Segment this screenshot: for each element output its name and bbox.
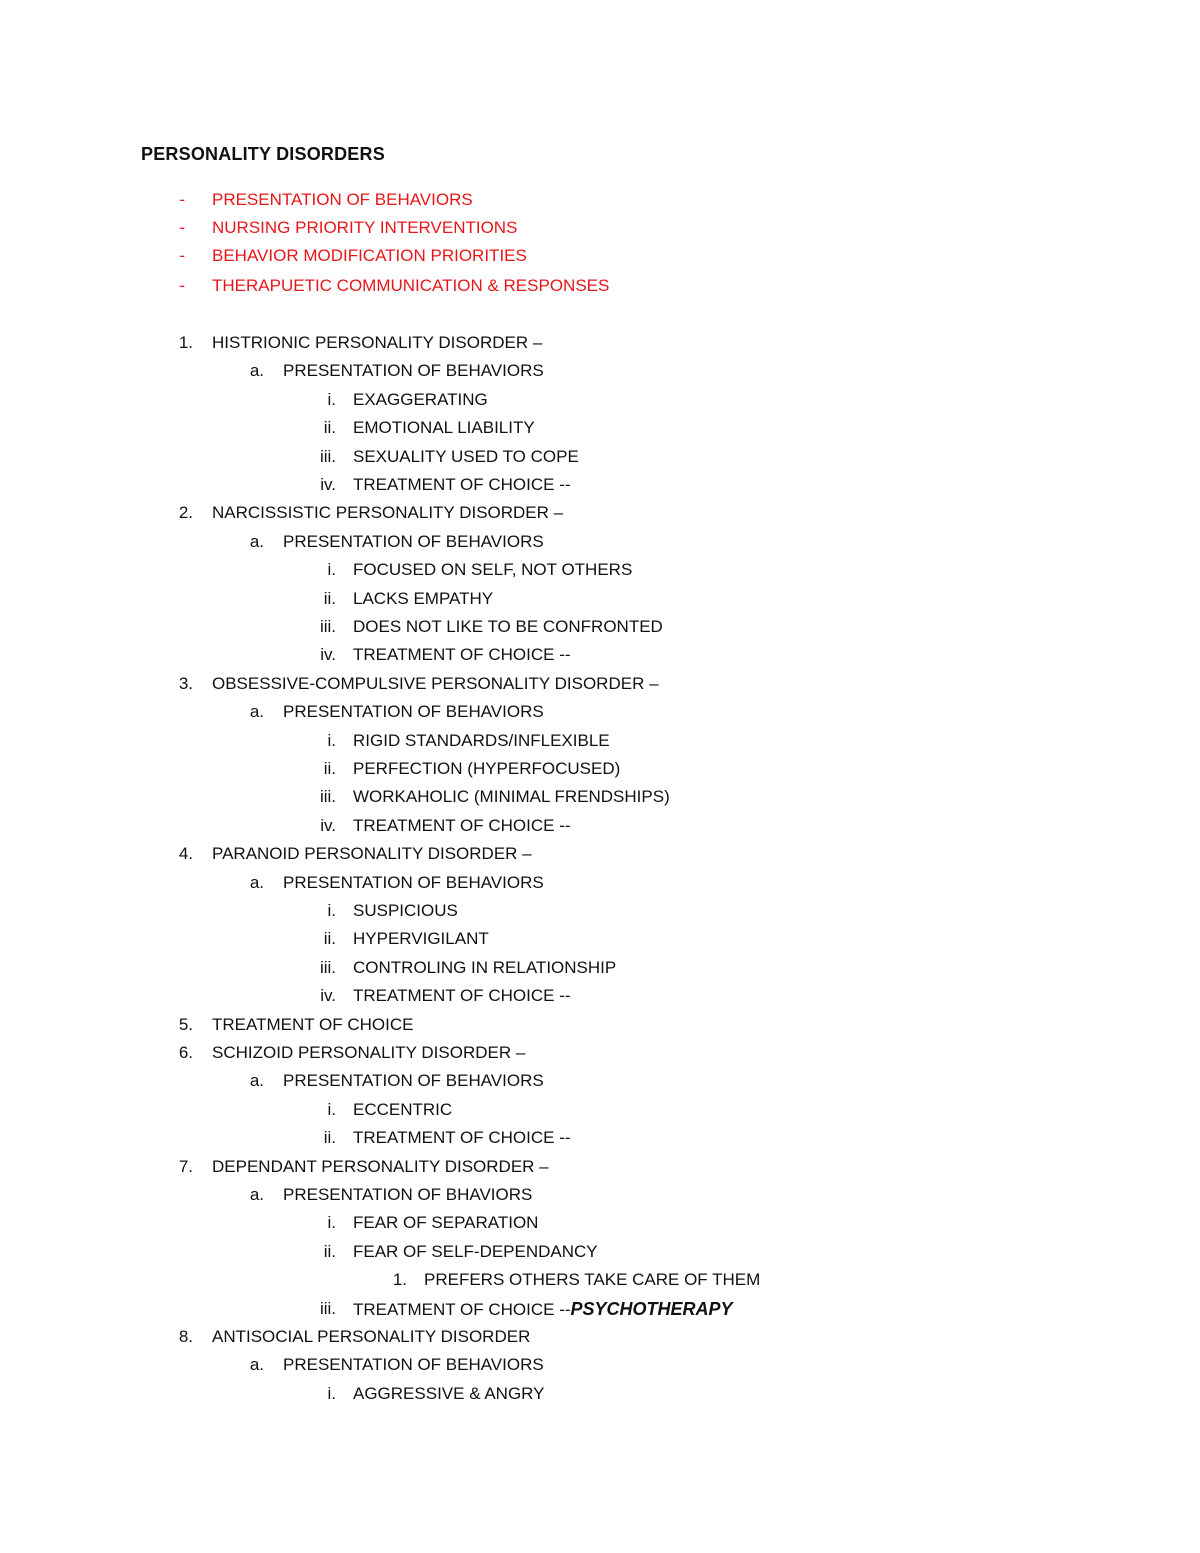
list-marker: iii. — [319, 787, 336, 806]
list-item-label: THERAPUETIC COMMUNICATION & RESPONSES — [212, 276, 610, 295]
list-item-label: PRESENTATION OF BHAVIORS — [283, 1185, 533, 1204]
list-item-text — [283, 1354, 544, 1376]
list-item-text — [212, 843, 532, 865]
list-marker: i. — [327, 1384, 336, 1403]
list-item-text — [353, 758, 620, 780]
list-item-label: PARANOID PERSONALITY DISORDER – — [212, 844, 532, 863]
list-item-text — [353, 1298, 733, 1321]
outline-item-level-3 — [0, 417, 1200, 439]
list-item-text — [212, 189, 473, 211]
list-item-text — [424, 1269, 760, 1291]
outline-item-level-3 — [0, 900, 1200, 922]
list-item-label: ECCENTRIC — [353, 1100, 453, 1119]
list-item-text — [353, 474, 571, 496]
list-marker: - — [179, 276, 185, 295]
outline-item-level-1 — [0, 1014, 1200, 1036]
outline-item-level-3 — [0, 588, 1200, 610]
outline-item-level-1 — [0, 1042, 1200, 1064]
list-marker: a. — [249, 1355, 264, 1374]
list-item-text — [353, 815, 571, 837]
list-marker: ii. — [323, 759, 336, 778]
list-item-text — [212, 502, 563, 524]
outline-item-level-1 — [0, 1326, 1200, 1348]
list-item-text — [353, 1383, 544, 1405]
list-item-text — [353, 588, 493, 610]
outline-item-level-3 — [0, 985, 1200, 1007]
objective-item — [0, 275, 1200, 297]
list-item-text — [283, 360, 544, 382]
list-item-label: EMOTIONAL LIABILITY — [353, 418, 535, 437]
list-item-text — [212, 1014, 414, 1036]
list-marker: iv. — [320, 475, 336, 494]
list-marker: ii. — [323, 589, 336, 608]
list-item-label: TREATMENT OF CHOICE -- — [353, 1128, 571, 1147]
outline-item-level-2 — [0, 1070, 1200, 1092]
list-marker: iv. — [320, 645, 336, 664]
list-item-text — [353, 1127, 571, 1149]
list-marker: i. — [327, 731, 336, 750]
list-item-label: LACKS EMPATHY — [353, 589, 494, 608]
objective-item — [0, 245, 1200, 267]
outline-item-level-2 — [0, 872, 1200, 894]
list-item-text — [212, 1326, 530, 1348]
outline-item-level-3 — [0, 957, 1200, 979]
list-item-text — [212, 332, 542, 354]
document-title: PERSONALITY DISORDERS — [141, 144, 385, 164]
list-item-text — [353, 417, 535, 439]
list-item-label: TREATMENT OF CHOICE -- — [353, 645, 571, 664]
list-marker: - — [179, 246, 185, 265]
outline-item-level-3 — [0, 786, 1200, 808]
outline-item-level-2 — [0, 1184, 1200, 1206]
list-item-text — [353, 1099, 452, 1121]
outline-item-level-3 — [0, 446, 1200, 468]
list-marker: 4. — [178, 844, 193, 863]
list-item-text — [212, 245, 527, 267]
outline-item-level-2 — [0, 360, 1200, 382]
outline-item-level-3 — [0, 474, 1200, 496]
list-item-label: PRESENTATION OF BEHAVIORS — [212, 190, 473, 209]
list-item-label: PRESENTATION OF BEHAVIORS — [283, 532, 544, 551]
list-item-text — [283, 1070, 544, 1092]
list-marker: 7. — [178, 1157, 193, 1176]
list-item-text — [283, 531, 544, 553]
outline-item-level-3 — [0, 1099, 1200, 1121]
list-marker: ii. — [323, 1242, 336, 1261]
list-item-text — [353, 1241, 598, 1263]
list-item-label: FOCUSED ON SELF, NOT OTHERS — [353, 560, 633, 579]
list-marker: 1. — [392, 1270, 407, 1289]
list-marker: 3. — [178, 674, 193, 693]
list-marker: i. — [327, 1213, 336, 1232]
list-item-label: PRESENTATION OF BEHAVIORS — [283, 702, 544, 721]
list-marker: 6. — [178, 1043, 193, 1062]
outline-item-level-3 — [0, 616, 1200, 638]
list-item-text — [212, 1156, 549, 1178]
outline-item-level-2 — [0, 1354, 1200, 1376]
list-item-label: AGGRESSIVE & ANGRY — [353, 1384, 545, 1403]
outline-item-level-3 — [0, 1127, 1200, 1149]
list-item-text — [353, 985, 571, 1007]
outline-item-level-3 — [0, 389, 1200, 411]
outline-item-level-2 — [0, 531, 1200, 553]
list-marker: i. — [327, 1100, 336, 1119]
list-marker: iv. — [320, 816, 336, 835]
list-item-label: NARCISSISTIC PERSONALITY DISORDER – — [212, 503, 564, 522]
list-item-label: BEHAVIOR MODIFICATION PRIORITIES — [212, 246, 527, 265]
list-item-text — [353, 446, 579, 468]
objective-item — [0, 189, 1200, 211]
list-item-text — [212, 275, 609, 297]
outline-item-level-3 — [0, 1212, 1200, 1234]
list-item-text — [353, 644, 571, 666]
outline-item-level-3 — [0, 928, 1200, 950]
outline-item-level-3 — [0, 559, 1200, 581]
outline-item-level-1 — [0, 843, 1200, 865]
list-item-text — [353, 730, 610, 752]
list-item-label: TREATMENT OF CHOICE -- — [353, 475, 571, 494]
list-item-text — [353, 900, 458, 922]
list-item-label: FEAR OF SEPARATION — [353, 1213, 539, 1232]
list-item-text — [212, 673, 659, 695]
treatment-emphasis: PSYCHOTHERAPY — [570, 1299, 733, 1319]
outline-item-level-1 — [0, 673, 1200, 695]
list-marker: a. — [249, 361, 264, 380]
list-item-label: PRESENTATION OF BEHAVIORS — [283, 1355, 544, 1374]
list-marker: i. — [327, 390, 336, 409]
outline-item-level-1 — [0, 332, 1200, 354]
list-item-label: SCHIZOID PERSONALITY DISORDER – — [212, 1043, 526, 1062]
outline-item-level-4 — [0, 1269, 1200, 1291]
list-marker: 5. — [178, 1015, 193, 1034]
list-item-label: RIGID STANDARDS/INFLEXIBLE — [353, 731, 610, 750]
outline-item-level-3 — [0, 644, 1200, 666]
list-item-label: EXAGGERATING — [353, 390, 488, 409]
list-item-label: PRESENTATION OF BEHAVIORS — [283, 361, 544, 380]
outline-item-level-1 — [0, 502, 1200, 524]
list-marker: iii. — [319, 617, 336, 636]
list-item-label: ANTISOCIAL PERSONALITY DISORDER — [212, 1327, 531, 1346]
list-item-label: TREATMENT OF CHOICE -- — [353, 1300, 571, 1319]
list-marker: a. — [249, 1185, 264, 1204]
list-marker: i. — [327, 901, 336, 920]
list-item-text — [283, 1184, 532, 1206]
list-marker: ii. — [323, 1128, 336, 1147]
list-item-label: TREATMENT OF CHOICE -- — [353, 816, 571, 835]
list-item-text — [283, 872, 544, 894]
list-item-text — [353, 616, 663, 638]
list-marker: ii. — [323, 418, 336, 437]
list-item-text — [353, 957, 616, 979]
list-item-label: CONTROLING IN RELATIONSHIP — [353, 958, 617, 977]
list-marker: a. — [249, 1071, 264, 1090]
list-item-label: PRESENTATION OF BEHAVIORS — [283, 873, 544, 892]
list-marker: - — [179, 190, 185, 209]
list-marker: a. — [249, 532, 264, 551]
list-item-label: HISTRIONIC PERSONALITY DISORDER – — [212, 333, 543, 352]
list-marker: 8. — [178, 1327, 193, 1346]
list-item-label: TREATMENT OF CHOICE -- — [353, 986, 571, 1005]
list-item-label: HYPERVIGILANT — [353, 929, 489, 948]
list-item-text — [283, 701, 544, 723]
list-item-label: PRESENTATION OF BEHAVIORS — [283, 1071, 544, 1090]
list-item-label: FEAR OF SELF-DEPENDANCY — [353, 1242, 598, 1261]
list-marker: iii. — [319, 958, 336, 977]
outline-item-level-3 — [0, 758, 1200, 780]
list-item-label: PREFERS OTHERS TAKE CARE OF THEM — [424, 1270, 761, 1289]
list-item-label: SUSPICIOUS — [353, 901, 458, 920]
list-item-label: DOES NOT LIKE TO BE CONFRONTED — [353, 617, 663, 636]
list-marker: a. — [249, 873, 264, 892]
list-marker: iii. — [319, 1299, 336, 1318]
list-item-label: SEXUALITY USED TO COPE — [353, 447, 579, 466]
list-item-text — [353, 559, 632, 581]
outline-item-level-3 — [0, 1383, 1200, 1405]
list-item-label: WORKAHOLIC (MINIMAL FRENDSHIPS) — [353, 787, 670, 806]
outline-item-level-1 — [0, 1156, 1200, 1178]
outline-item-level-2 — [0, 701, 1200, 723]
list-item-text — [353, 1212, 538, 1234]
list-item-text — [353, 928, 489, 950]
list-marker: iii. — [319, 447, 336, 466]
outline-item-level-3 — [0, 1241, 1200, 1263]
list-marker: i. — [327, 560, 336, 579]
list-item-label: PERFECTION (HYPERFOCUSED) — [353, 759, 621, 778]
list-item-text — [212, 1042, 525, 1064]
list-item-label: TREATMENT OF CHOICE — [212, 1015, 414, 1034]
list-item-label: OBSESSIVE-COMPULSIVE PERSONALITY DISORDER – — [212, 674, 659, 693]
outline-item-level-3 — [0, 730, 1200, 752]
list-marker: iv. — [320, 986, 336, 1005]
list-marker: a. — [249, 702, 264, 721]
list-marker: 2. — [178, 503, 193, 522]
list-marker: - — [179, 218, 185, 237]
list-marker: 1. — [178, 333, 193, 352]
list-item-text — [353, 389, 488, 411]
list-item-label: DEPENDANT PERSONALITY DISORDER – — [212, 1157, 549, 1176]
outline-item-level-3 — [0, 1298, 1200, 1320]
list-marker: ii. — [323, 929, 336, 948]
list-item-text — [353, 786, 670, 808]
outline-item-level-3 — [0, 815, 1200, 837]
list-item-text — [212, 217, 517, 239]
objective-item — [0, 217, 1200, 239]
list-item-label: NURSING PRIORITY INTERVENTIONS — [212, 218, 518, 237]
